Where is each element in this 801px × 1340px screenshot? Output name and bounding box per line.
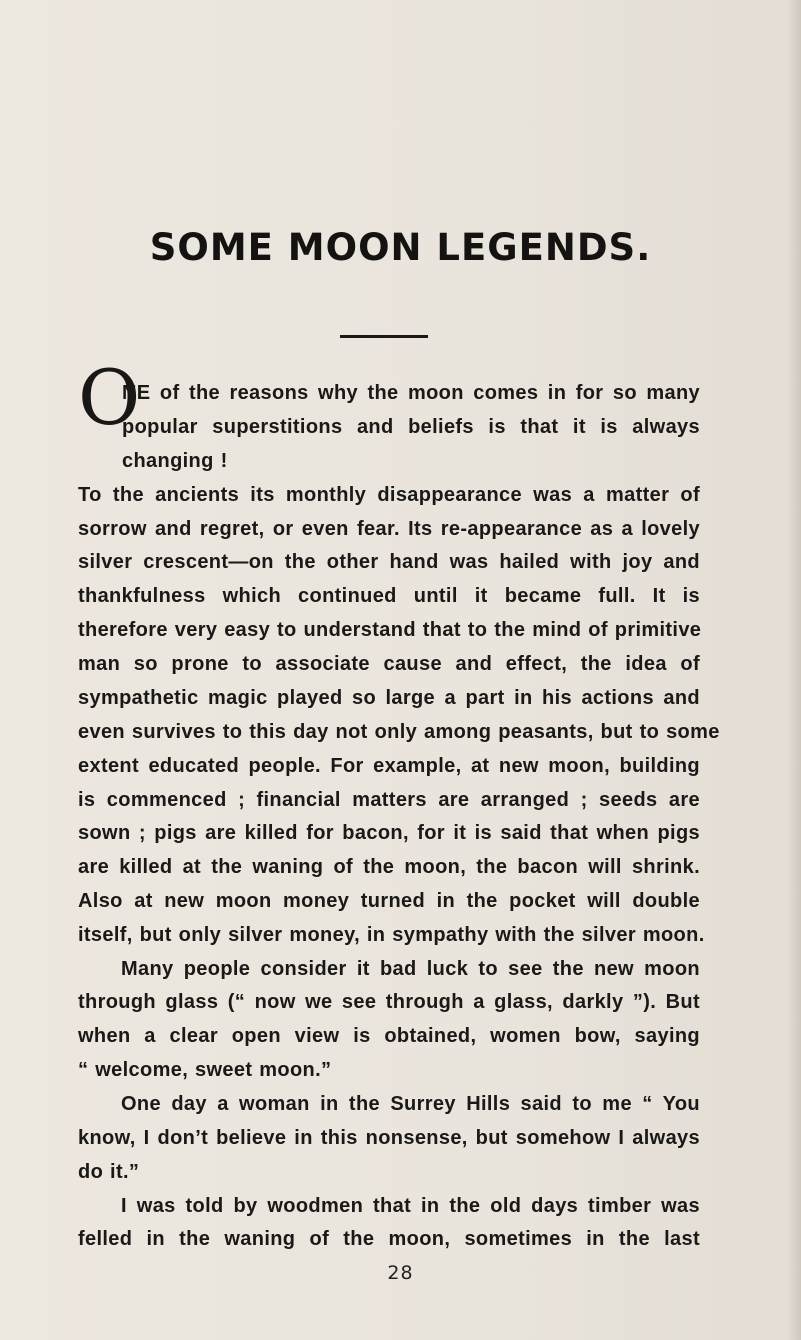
text-line: through glass (“ now we see through a glass, darkly ”). But: [78, 991, 700, 1013]
text-line: sorrow and regret, or even fear. Its re-appearance as a lovely: [78, 518, 700, 540]
text-line: To the ancients its monthly disappearance was a matter of: [78, 484, 700, 506]
text-line: do it.”: [78, 1161, 140, 1183]
text-line: One day a woman in the Surrey Hills said to me “ You: [121, 1093, 700, 1115]
text-line: sympathetic magic played so large a part in his actions and: [78, 687, 700, 709]
text-line: popular superstitions and beliefs is that it is always: [122, 416, 700, 438]
drop-cap-letter: O: [78, 353, 141, 442]
text-line: therefore very easy to understand that to the mind of primitive: [78, 619, 702, 641]
text-line: when a clear open view is obtained, women bow, saying: [78, 1025, 700, 1047]
text-line: extent educated people. For example, at new moon, building: [78, 755, 700, 777]
text-line: sown ; pigs are killed for bacon, for it is said that when pigs: [78, 822, 700, 844]
text-line: Also at new moon money turned in the pocket will double: [78, 890, 700, 912]
page-edge-shadow: [787, 0, 801, 1340]
text-line: I was told by woodmen that in the old days timber was: [121, 1195, 700, 1217]
text-line: silver crescent—on the other hand was hailed with joy and: [78, 551, 700, 573]
text-line: Many people consider it bad luck to see the new moon: [121, 958, 700, 980]
title-rule-divider: [340, 335, 428, 338]
text-line: man so prone to associate cause and effect, the idea of: [78, 653, 700, 675]
text-line: is commenced ; financial matters are arranged ; seeds are: [78, 789, 700, 811]
text-line: “ welcome, sweet moon.”: [78, 1059, 332, 1081]
text-line: know, I don’t believe in this nonsense, but somehow I always: [78, 1127, 700, 1149]
text-line: NE of the reasons why the moon comes in for so many: [122, 382, 700, 404]
text-line: even survives to this day not only among peasants, but to some: [78, 721, 720, 743]
text-line: itself, but only silver money, in sympathy with the silver moon.: [78, 924, 705, 946]
text-line: thankfulness which continued until it became full. It is: [78, 585, 700, 607]
page-number: 28: [387, 1262, 414, 1284]
text-line: changing !: [122, 450, 228, 472]
chapter-title: SOME MOON LEGENDS.: [149, 226, 652, 269]
text-line: are killed at the waning of the moon, the bacon will shrink.: [78, 856, 700, 878]
text-line: felled in the waning of the moon, sometimes in the last: [78, 1228, 700, 1250]
